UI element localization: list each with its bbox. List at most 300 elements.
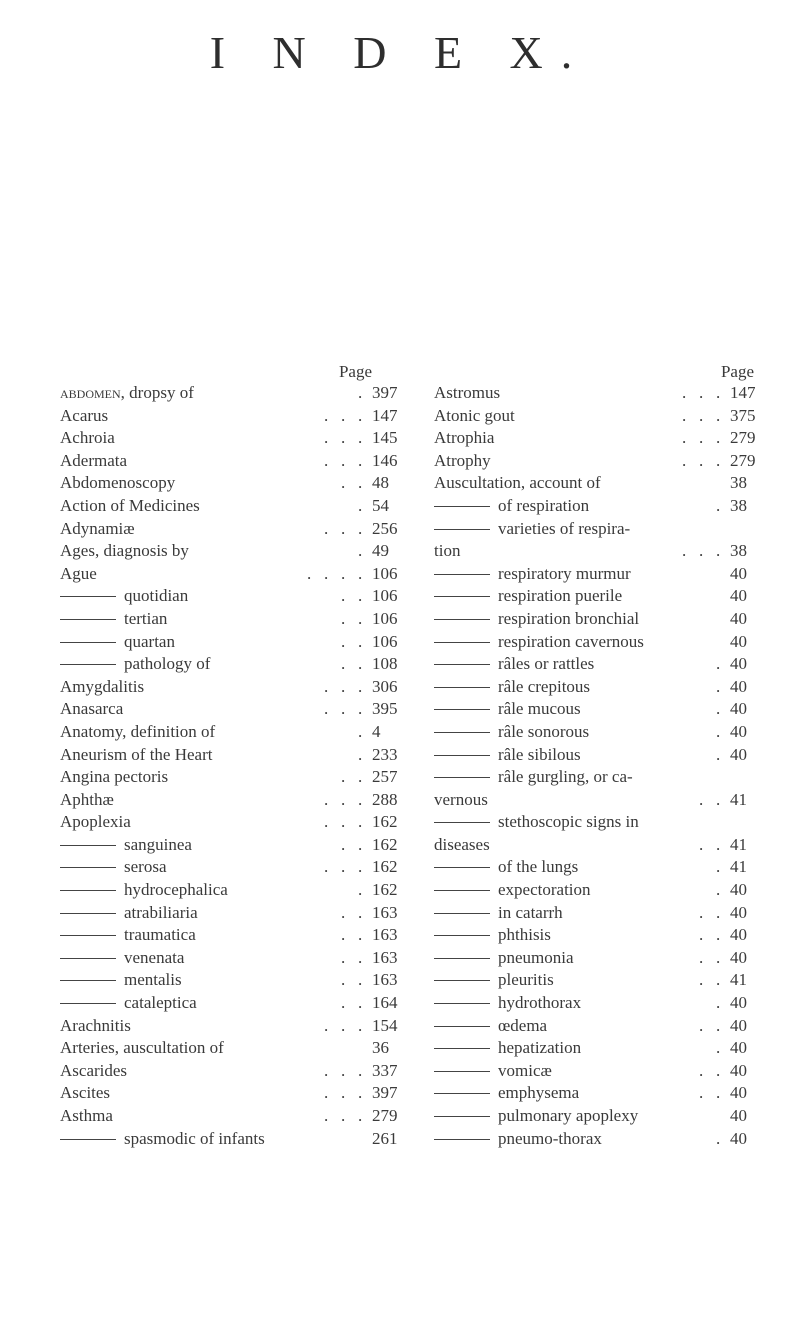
page-number: 40 (730, 744, 747, 764)
page-number: 162 (372, 834, 398, 854)
index-term: tertian (124, 608, 168, 628)
index-entry (434, 789, 764, 812)
index-column-left (60, 362, 412, 1150)
leader-dots: . . (341, 993, 363, 1013)
page-number: 40 (730, 654, 747, 674)
index-term: quotidian (124, 586, 189, 606)
index-entry (60, 834, 412, 857)
index-term: respiration bronchial (498, 608, 640, 628)
ditto-dash (434, 755, 490, 756)
page-number: 41 (730, 834, 747, 854)
ditto-dash (60, 890, 116, 891)
index-term: hydrocephalica (124, 880, 228, 900)
page-number: 154 (372, 1015, 398, 1035)
leader-dots: . . . (324, 1015, 363, 1035)
index-term: râle mucous (498, 699, 581, 719)
index-term: Abdomenoscopy (60, 473, 176, 493)
index-term: sanguinea (124, 834, 192, 854)
index-entry (60, 585, 412, 608)
index-term: pneumonia (498, 947, 574, 967)
index-term: cataleptica (124, 993, 197, 1013)
leader-dots: . . . (324, 1060, 363, 1080)
ditto-dash (434, 958, 490, 959)
leader-dots: . . (341, 767, 363, 787)
leader-dots: . . (341, 586, 363, 606)
index-entry (60, 721, 412, 744)
ditto-dash (60, 619, 116, 620)
index-term: Adynamiæ (60, 518, 135, 538)
index-entry (60, 1015, 412, 1038)
page-number: 36 (372, 1038, 389, 1058)
ditto-dash (60, 1003, 116, 1004)
index-term: tion (434, 541, 461, 561)
page-number: 162 (372, 857, 398, 877)
index-entry (434, 1060, 764, 1083)
index-term: atrabiliaria (124, 902, 198, 922)
page-number: 162 (372, 880, 398, 900)
page-number: 261 (372, 1128, 398, 1148)
ditto-dash (60, 845, 116, 846)
index-entry (60, 947, 412, 970)
index-entry (60, 676, 412, 699)
index-term: Anatomy, definition of (60, 721, 216, 741)
index-entry (60, 1037, 412, 1060)
index-term: vernous (434, 789, 488, 809)
page-number: 233 (372, 744, 398, 764)
page-number: 40 (730, 1083, 747, 1103)
index-entry (434, 811, 764, 834)
page-number: 40 (730, 1128, 747, 1148)
ditto-dash (60, 867, 116, 868)
index-entry (434, 1128, 764, 1151)
page-number: 48 (372, 473, 389, 493)
leader-dots: . (358, 744, 363, 764)
ditto-dash (434, 1093, 490, 1094)
index-term: Astromus (434, 383, 501, 402)
page-number: 38 (730, 473, 747, 493)
index-entry (434, 879, 764, 902)
leader-dots: . (716, 495, 721, 515)
leader-dots: . . . (324, 1106, 363, 1125)
page-number: 40 (730, 1106, 747, 1125)
leader-dots: . (358, 383, 363, 402)
page-number: 106 (372, 563, 398, 583)
index-term: respiration cavernous (498, 631, 644, 651)
leader-dots: . . . (324, 699, 363, 719)
index-entry (60, 518, 412, 541)
page-number: 54 (372, 495, 389, 515)
page-number: 40 (730, 1015, 747, 1035)
page-number: 163 (372, 902, 398, 922)
index-term: Arachnitis (60, 1015, 131, 1035)
ditto-dash (434, 529, 490, 530)
leader-dots: . . . . (307, 563, 363, 583)
index-term: in catarrh (498, 902, 563, 922)
leader-dots: . . . (324, 676, 363, 696)
index-entry (60, 608, 412, 631)
leader-dots: . (358, 880, 363, 900)
ditto-dash (434, 1116, 490, 1117)
leader-dots: . (716, 993, 721, 1013)
leader-dots: . . (699, 1060, 721, 1080)
index-entry (434, 518, 764, 541)
index-entry (434, 834, 764, 857)
page-number: 40 (730, 699, 747, 719)
ditto-dash (434, 1026, 490, 1027)
ditto-dash (60, 642, 116, 643)
index-entry (434, 472, 764, 495)
page-number: 40 (730, 563, 747, 583)
index-term: emphysema (498, 1083, 580, 1103)
index-term: serosa (124, 857, 167, 877)
index-term: Achroia (60, 428, 115, 448)
leader-dots: . . . (324, 812, 363, 832)
index-term: Adermata (60, 450, 128, 470)
index-entry (434, 744, 764, 767)
index-entry (60, 472, 412, 495)
index-entry (434, 947, 764, 970)
leader-dots: . . (699, 1083, 721, 1103)
leader-dots: . . . (324, 405, 363, 425)
index-term: Asthma (60, 1106, 113, 1125)
index-term: spasmodic of infants (124, 1128, 265, 1148)
leader-dots: . . . (682, 450, 721, 470)
page-number: 40 (730, 631, 747, 651)
leader-dots: . . (699, 789, 721, 809)
ditto-dash (60, 664, 116, 665)
page-number: 164 (372, 993, 398, 1013)
page-number: 106 (372, 608, 398, 628)
page-number: 147 (372, 405, 398, 425)
index-entry (60, 924, 412, 947)
leader-dots: . . (341, 947, 363, 967)
index-entry (434, 382, 764, 405)
leader-dots: . . (699, 834, 721, 854)
index-entry (434, 698, 764, 721)
leader-dots: . . (341, 473, 363, 493)
index-term: phthisis (498, 925, 551, 945)
index-entry (434, 969, 764, 992)
ditto-dash (60, 913, 116, 914)
index-entry (434, 450, 764, 473)
ditto-dash (434, 619, 490, 620)
ditto-dash (434, 574, 490, 575)
leader-dots: . . (341, 925, 363, 945)
page-number: 49 (372, 541, 389, 561)
index-term: respiratory murmur (498, 563, 631, 583)
leader-dots: . . . (682, 405, 721, 425)
index-entry (434, 540, 764, 563)
leader-dots: . . (341, 608, 363, 628)
index-entry (60, 879, 412, 902)
index-entry-list (60, 382, 412, 1150)
ditto-dash (434, 1003, 490, 1004)
index-term: of respiration (498, 495, 590, 515)
ditto-dash (434, 867, 490, 868)
index-term: Acarus (60, 405, 109, 425)
index-column-right (434, 362, 764, 1150)
index-term: respiration puerile (498, 586, 623, 606)
index-term: diseases (434, 834, 490, 854)
leader-dots: . . (341, 631, 363, 651)
index-entry-list (434, 382, 764, 1150)
index-entry (60, 789, 412, 812)
leader-dots: . . . (324, 1083, 363, 1103)
index-term: râle sonorous (498, 721, 590, 741)
index-entry (434, 1105, 764, 1128)
index-entry (60, 495, 412, 518)
page-number: 279 (730, 450, 756, 470)
leader-dots: . (716, 1128, 721, 1148)
index-entry (434, 585, 764, 608)
index-term: of the lungs (498, 857, 579, 877)
index-entry (434, 653, 764, 676)
index-entry (60, 1082, 412, 1105)
index-entry (60, 744, 412, 767)
index-term: râle sibilous (498, 744, 581, 764)
index-term: Ague (60, 563, 97, 583)
leader-dots: . . (341, 902, 363, 922)
ditto-dash (434, 687, 490, 688)
ditto-dash (60, 935, 116, 936)
page-number: 40 (730, 925, 747, 945)
page-column-header: Page (720, 362, 754, 381)
index-term: Atrophy (434, 450, 491, 470)
page-number: 40 (730, 993, 747, 1013)
leader-dots: . . . (324, 450, 363, 470)
leader-dots: . (716, 1038, 721, 1058)
index-entry (60, 1060, 412, 1083)
index-entry (434, 427, 764, 450)
index-entry (434, 992, 764, 1015)
index-entry (60, 382, 412, 405)
ditto-dash (434, 822, 490, 823)
page-number: 38 (730, 495, 747, 515)
ditto-dash (434, 664, 490, 665)
index-entry (434, 563, 764, 586)
index-term: Atrophia (434, 428, 495, 448)
page-number: 257 (372, 767, 398, 787)
page-number: 147 (730, 383, 756, 402)
leader-dots: . (716, 654, 721, 674)
leader-dots: . . . (682, 541, 721, 561)
leader-dots: . (716, 880, 721, 900)
page-number: 397 (372, 1083, 398, 1103)
page-number: 40 (730, 947, 747, 967)
page-number: 41 (730, 857, 747, 877)
ditto-dash (60, 596, 116, 597)
index-term: Ascarides (60, 1060, 128, 1080)
page-number: 145 (372, 428, 398, 448)
index-term: pulmonary apoplexy (498, 1106, 639, 1125)
index-term: Angina pectoris (60, 767, 169, 787)
index-entry (434, 1082, 764, 1105)
index-entry (434, 924, 764, 947)
page-number: 41 (730, 789, 747, 809)
index-entry (60, 631, 412, 654)
page-number: 375 (730, 405, 756, 425)
index-entry (434, 721, 764, 744)
index-term: Auscultation, account of (434, 473, 601, 493)
page-number: 40 (730, 880, 747, 900)
leader-dots: . (716, 699, 721, 719)
index-term: stethoscopic signs in (498, 812, 639, 832)
index-term: abdomen, dropsy of (60, 383, 194, 402)
page-number: 279 (372, 1106, 398, 1125)
page-number: 163 (372, 947, 398, 967)
ditto-dash (434, 709, 490, 710)
leader-dots: . . (699, 925, 721, 945)
index-term: Anasarca (60, 699, 124, 719)
page-number: 4 (372, 721, 381, 741)
index-term: hepatization (498, 1038, 582, 1058)
leader-dots: . . (341, 834, 363, 854)
page-number: 279 (730, 428, 756, 448)
page-number: 40 (730, 1060, 747, 1080)
leader-dots: . . (699, 902, 721, 922)
page-number: 38 (730, 541, 747, 561)
leader-dots: . . . (324, 857, 363, 877)
index-term: pleuritis (498, 970, 554, 990)
index-entry (60, 450, 412, 473)
leader-dots: . . . (324, 428, 363, 448)
index-term: pneumo-thorax (498, 1128, 602, 1148)
page-title: I N D E X. (209, 27, 591, 78)
ditto-dash (434, 596, 490, 597)
page-number: 163 (372, 970, 398, 990)
leader-dots: . . . (682, 428, 721, 448)
index-term: quartan (124, 631, 175, 651)
index-entry (60, 969, 412, 992)
page-number: 163 (372, 925, 398, 945)
page-column-header: Page (338, 362, 372, 381)
index-term: Amygdalitis (60, 676, 145, 696)
index-term: Ascites (60, 1083, 111, 1103)
index-term: vomicæ (498, 1060, 552, 1080)
ditto-dash (434, 890, 490, 891)
index-entry (60, 856, 412, 879)
page-number: 40 (730, 902, 747, 922)
index-entry (60, 766, 412, 789)
index-entry (434, 1037, 764, 1060)
page-number: 306 (372, 676, 398, 696)
index-term: Apoplexia (60, 812, 131, 832)
index-entry (434, 856, 764, 879)
index-term: venenata (124, 947, 185, 967)
index-entry (434, 766, 764, 789)
index-term: râles or rattles (498, 654, 595, 674)
index-entry (60, 563, 412, 586)
leader-dots: . . . (682, 383, 721, 402)
index-entry (60, 902, 412, 925)
leader-dots: . . (699, 970, 721, 990)
page-number: 256 (372, 518, 398, 538)
index-term: hydrothorax (498, 993, 582, 1013)
page-number: 162 (372, 812, 398, 832)
index-term: pathology of (124, 654, 211, 674)
ditto-dash (434, 1048, 490, 1049)
index-entry (60, 653, 412, 676)
page-number: 106 (372, 586, 398, 606)
ditto-dash (60, 958, 116, 959)
index-entry (60, 811, 412, 834)
page-number: 146 (372, 450, 398, 470)
ditto-dash (434, 777, 490, 778)
page-number: 397 (372, 383, 398, 402)
index-term: mentalis (124, 970, 182, 990)
index-entry (60, 698, 412, 721)
index-entry (434, 608, 764, 631)
ditto-dash (434, 980, 490, 981)
index-entry (60, 1128, 412, 1151)
leader-dots: . . (341, 970, 363, 990)
index-entry (60, 1105, 412, 1128)
index-entry (60, 540, 412, 563)
ditto-dash (434, 935, 490, 936)
index-term: Atonic gout (434, 405, 515, 425)
leader-dots: . (716, 744, 721, 764)
index-term: Arteries, auscultation of (60, 1038, 224, 1058)
leader-dots: . . . (324, 789, 363, 809)
leader-dots: . . (341, 654, 363, 674)
page-number: 106 (372, 631, 398, 651)
ditto-dash (434, 1071, 490, 1072)
ditto-dash (434, 913, 490, 914)
page-number: 337 (372, 1060, 398, 1080)
ditto-dash (60, 980, 116, 981)
page-number: 108 (372, 654, 398, 674)
index-term: Action of Medicines (60, 495, 200, 515)
index-term: Aneurism of the Heart (60, 744, 213, 764)
index-term: Ages, diagnosis by (60, 541, 189, 561)
index-term: œdema (498, 1015, 548, 1035)
ditto-dash (60, 1139, 116, 1140)
page-number: 41 (730, 970, 747, 990)
leader-dots: . . . (324, 518, 363, 538)
index-term: Aphthæ (60, 789, 114, 809)
index-entry (434, 676, 764, 699)
page-number: 40 (730, 676, 747, 696)
index-entry (434, 902, 764, 925)
index-term: traumatica (124, 925, 196, 945)
ditto-dash (434, 506, 490, 507)
leader-dots: . (358, 721, 363, 741)
page-number: 40 (730, 608, 747, 628)
leader-dots: . (358, 541, 363, 561)
leader-dots: . (716, 676, 721, 696)
ditto-dash (434, 642, 490, 643)
leader-dots: . (716, 721, 721, 741)
index-entry (434, 1015, 764, 1038)
leader-dots: . . (699, 1015, 721, 1035)
index-entry (434, 405, 764, 428)
index-entry (60, 405, 412, 428)
ditto-dash (434, 732, 490, 733)
leader-dots: . . (699, 947, 721, 967)
index-entry (434, 631, 764, 654)
page-number: 395 (372, 699, 398, 719)
index-term: expectoration (498, 880, 591, 900)
page-number: 288 (372, 789, 398, 809)
index-entry (60, 992, 412, 1015)
leader-dots: . (358, 495, 363, 515)
index-term: râle crepitous (498, 676, 591, 696)
index-term: râle gurgling, or ca- (498, 767, 633, 787)
ditto-dash (434, 1139, 490, 1140)
index-term: varieties of respira- (498, 518, 631, 538)
page-number: 40 (730, 586, 747, 606)
page-number: 40 (730, 721, 747, 741)
